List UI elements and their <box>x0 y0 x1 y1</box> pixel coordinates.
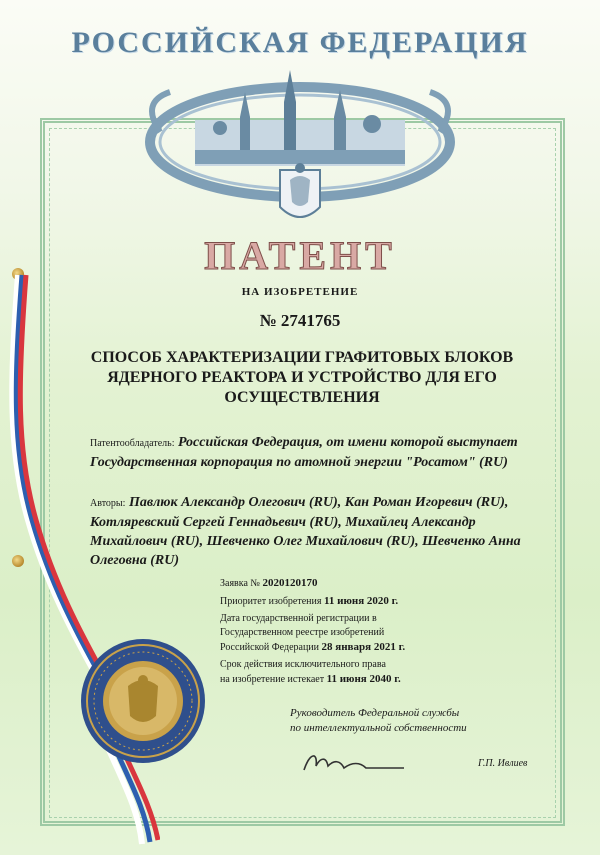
authors-value: Павлюк Александр Олегович (RU), Кан Роман Игоревич (RU), Котляревский Сергей Геннадьевич (RU), Михайлец Александр Михайлович (RU), Шевченко Олег Михайлович (RU), Шевченко Анна Олеговна (RU) <box>90 495 521 568</box>
patent-number: № 2741765 <box>259 311 341 330</box>
signatory-name: Г.П. Ивлиев <box>478 758 528 769</box>
application-number: 2020120170 <box>262 577 318 589</box>
signatory-role-line-2: по интеллектуальной собственности <box>290 722 467 734</box>
signatory-role-line-1: Руководитель Федеральной службы <box>290 707 460 719</box>
owner-label: Патентообладатель: <box>90 438 175 449</box>
owner-block <box>90 433 530 472</box>
patent-title: ПАТЕНТ <box>204 233 396 278</box>
handwritten-signature <box>300 748 410 776</box>
registration-date: 28 января 2021 г. <box>321 641 406 653</box>
reg-label-3: Российской Федерации <box>220 642 320 653</box>
country-header: РОССИЙСКАЯ ФЕДЕРАЦИЯ <box>71 26 529 59</box>
reg-label-2: Государственном реестре изобретений <box>220 627 385 638</box>
authors-block <box>90 493 530 570</box>
term-label-2: на изобретение истекает <box>220 674 325 685</box>
authors-label: Авторы: <box>90 498 126 509</box>
term-label-1: Срок действия исключительного права <box>220 659 386 670</box>
signatory-role <box>290 706 530 736</box>
reg-label-1: Дата государственной регистрации в <box>220 613 377 624</box>
official-seal <box>78 636 208 766</box>
kremlin-emblem <box>140 62 460 232</box>
priority-date: 11 июня 2020 г. <box>323 595 399 607</box>
invention-title: СПОСОБ ХАРАКТЕРИЗАЦИИ ГРАФИТОВЫХ БЛОКОВ ЯДЕРНОГО РЕАКТОРА И УСТРОЙСТВО ДЛЯ ЕГО ОСУЩЕСТВЛЕНИЯ <box>90 349 514 406</box>
priority-label: Приоритет изобретения <box>220 596 322 607</box>
application-label: Заявка № <box>220 578 260 589</box>
registration-block <box>220 576 530 687</box>
term-date: 11 июня 2040 г. <box>326 673 401 685</box>
patent-subtitle: НА ИЗОБРЕТЕНИЕ <box>241 286 359 298</box>
owner-value: Российская Федерация, от имени которой выступает Государственная корпорация по атомной энергии "Росатом" (RU) <box>90 435 518 470</box>
